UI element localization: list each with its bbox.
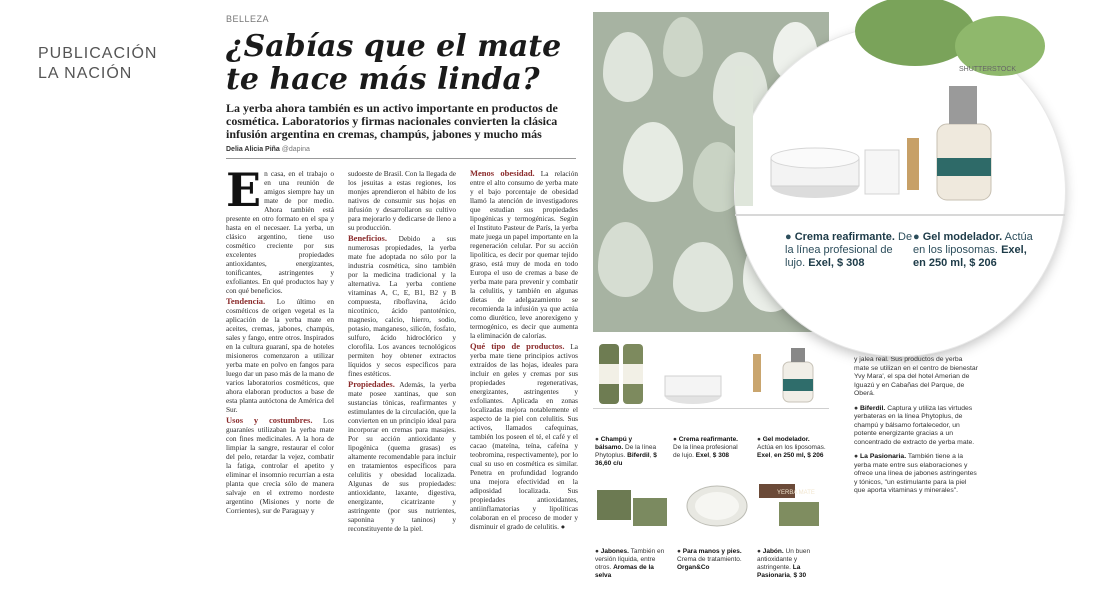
zoom-magnifier: [735, 26, 1065, 356]
caption-jabones: ● Jabones. También en versión líquida, entre otros. Aromas de la selva: [595, 548, 665, 579]
paragraph: Lo último en cosméticos de origen vegetal es la aplicación de la yerba mate en aceites, cremas, jabones, champús, sales y fango, entre otros. Inspirados en la cultura guaraní, spa de hoteles misioneros comenzaron a utilizar yerba mate en polvo en fangos para luego dar un paso más de la mano de varios laboratorios cosméticos, que ahora elaboran productos a base de esta planta autóctona de América del Sur.: [226, 297, 334, 414]
ampoule-icon: [907, 138, 919, 190]
paragraph: y jalea real. Sus productos de yerba mate se utilizan en el centro de bienestar Yvy Mara', el spa del hotel Amerian de Iguazú y en Cabañas del Parque, de Oberá.: [854, 356, 978, 397]
article-column-1: [226, 163, 334, 515]
ampoule-icon: [753, 354, 761, 392]
author-handle: @dapina: [281, 146, 310, 153]
sidebar-text: y jalea real. Sus productos de yerba mate se utilizan en el centro de bienestar Yvy Mara', el spa del hotel Amerian de Iguazú y en Cabañas del Parque, de Oberá. ● Biferdil. Captura y utiliza las virtudes yerbateras en la línea Phytoplus, de champú y bálsamo fortalecedor, un potente energizante gracias a un concentrado de extracto de yerba mate. ● La Pasionaria. También tiene a la yerba mate entre sus elaboraciones y ofrece una línea de jabones astringentes y tónicos, "un estimulante para la piel que aporta vitaminas y minerales".: [854, 356, 978, 494]
paragraph: Los guaraníes utilizaban la yerba mate con fines medicinales. A la hora de limpiar la sangre, restaurar el color del pelo, retardar la vejez, combatir la fatiga, controlar el apetito y eliminar el insomnio recurrían a esta planta que crecía sólo de manera salvaje en el extremo nordeste argentino (Misiones y norte de Corrientes), sur de Paraguay y: [226, 416, 334, 515]
product-photos-row2: [593, 476, 829, 546]
article-column-2: [348, 169, 456, 569]
paragraph: La relación entre el alto consumo de yerba mate y el bajo porcentaje de obesidad llamó la atención de investigadores que estudian sus propiedades lipogénicas y termogénicas. Según el Instituto Pasteur de París, la yerba mate juega un papel importante en la regeneración celular. Por su acción lipolítica, es decir por quemar tejido graso, está muy de moda en todo Europa el uso de cremas a base de yerba mate para prevenir y combatir la celulitis, y también en algunas dietas de adelgazamiento se recomienda la infusión ya que actúa como diurético, leve anorexígeno y termogénico, es decir que aumenta la eliminación de calorías.: [470, 169, 578, 340]
shelf-line: [735, 214, 1065, 216]
subtitle-obesidad: Menos obesidad.: [470, 168, 535, 178]
publication-label: [38, 44, 157, 84]
subtitle-tendencia: Tendencia.: [226, 296, 266, 306]
product-photos-row1: [593, 334, 829, 424]
zoom-caption-gel: ● Gel modelador. Actúa en los liposomas. Exel, en 250 ml, $ 206: [913, 231, 1033, 269]
section-tag: BELLEZA: [226, 14, 270, 24]
subtitle-biferdil: Biferdil.: [860, 404, 886, 412]
caption-manos-pies: ● Para manos y pies. Crema de tratamiento. Organ&Co: [677, 548, 742, 571]
article-column-3: [470, 169, 578, 569]
divider: [226, 158, 576, 159]
subtitle-beneficios: Beneficios.: [348, 233, 387, 243]
publication-line2: LA NACIÓN: [38, 65, 133, 82]
photo-credit: SHUTTERSTOCK: [959, 66, 1017, 73]
caption-gel: ● Gel modelador. Actúa en los liposomas. Exel, en 250 ml, $ 206: [757, 436, 826, 459]
subtitle-usos: Usos y costumbres.: [226, 415, 313, 425]
author: Delia Alicia Piña: [226, 146, 280, 153]
headline: ¿Sabías que el mate te hace más linda?: [226, 29, 562, 97]
paragraph: Captura y utiliza las virtudes yerbateras en la línea Phytoplus, de champú y bálsamo fortalecedor, un potente energizante gracias a un concentrado de extracto de yerba mate.: [854, 404, 975, 446]
paragraph: Además, la yerba mate posee xantinas, que son sustancias tónicas, reafirmantes y estimulantes de la circulación, que la convierten en un principio ideal para incorporar en cremas para masajes. Por su acción antioxidante y lipogénica (quema grasas) es altamente recomendable para incluir en tratamientos específicos para celulitis y obesidad localizada. Algunas de sus propiedades: antioxidante, laxante, digestiva, energizante, cicatrizante y astringente (por sus nutrientes, saponina y taninos) y reconstituyente de la piel.: [348, 380, 457, 533]
caption-champu: ● Champú y bálsamo. De la línea Phytoplus. Biferdil, $ 36,60 c/u: [595, 436, 657, 467]
subtitle-productos: Qué tipo de productos.: [470, 341, 565, 351]
soap-label: YERBA MATE: [777, 490, 815, 496]
subhead: La yerba ahora también es un activo importante en productos de cosmética. Laboratorios y firmas nacionales convierten la clásica infusión argentina en cremas, champús, jabones y mucho más: [226, 101, 558, 141]
subtitle-pasionaria: La Pasionaria.: [860, 453, 907, 460]
intro-text: n casa, en el trabajo o en una reunión de amigos siempre hay un mate de por medio. Ahora también está presente en otro formato en el spa y hasta en el necesaer. La yerba, un clásico argentino, tiene uso cosmético creciente por sus excelentes propiedades antioxidantes, energizantes, tonificantes, astringentes y exfoliantes. En qué productos hay y con qué beneficios.: [226, 169, 334, 295]
subtitle-propiedades: Propiedades.: [348, 379, 395, 389]
caption-crema: ● Crema reafirmante. De la línea profesional de lujo. Exel, $ 308: [673, 436, 738, 459]
paragraph: Debido a sus numerosas propiedades, la yerba mate fue adoptada no sólo por la industria cosmética, sino también por la medicina tradicional y la alternativa. La yerba contiene vitaminas A, C, E, B1, B2 y B compuesta, riboflavina, ácido nicotínico, ácido pantoténico, magnesio, calcio, hierro, sodio, potasio, manganeso, silicón, fosfato, sulfuro, ácido hidroclórico y clorofila. Los avances tecnológicos permiten hoy obtener extractos líquidos y secos específicos para fines estéticos.: [348, 234, 456, 378]
dropcap: E: [226, 163, 262, 217]
zoom-products-photo: [735, 66, 1065, 216]
byline: [226, 146, 310, 153]
zoom-caption-crema: ● Crema reafirmante. De la línea profesional de lujo. Exel, $ 308: [785, 231, 913, 269]
caption-jabon: ● Jabón. Un buen antioxidante y astringente. La Pasionaria, $ 30: [757, 548, 811, 579]
soap-bar-icon: [597, 490, 631, 520]
paragraph: sudoeste de Brasil. Con la llegada de los jesuitas a estas regiones, los monjes aprendieron el hábito de los nativos de consumir sus hojas en infusión y desarrollaron su cultivo para mejorarlo y dedicarse de lleno a su producción.: [348, 169, 456, 232]
paragraph: La yerba mate tiene principios activos extraídos de las hojas, ideales para incluir en geles y cremas por sus propiedades regenerativas, energizantes, astringentes y exfoliantes. Aplicada en zonas localizadas mejora notablemente el aspecto de la piel con celulitis. Sus activos, llamados cafequinas, también los poseen el té, el café y el cacao (mateína, teína, cafeína y teobromina, respectivamente), por lo cual su uso en cosmética es similar. Penetra en profundidad logrando una mejora efectividad en la adiposidad localizada. Sus propiedades antioxidantes, antiinflamatorias y lipolíticas colaboran en el proceso de moder y disminuir el grado de celulitis. ●: [470, 342, 579, 531]
paragraph: También tiene a la yerba mate entre sus elaboraciones y ofrece una línea de jabones astringentes y tónicos, "un estimulante para la piel que aporta vitaminas y minerales".: [854, 453, 977, 494]
publication-line1: PUBLICACIÓN: [38, 45, 158, 62]
